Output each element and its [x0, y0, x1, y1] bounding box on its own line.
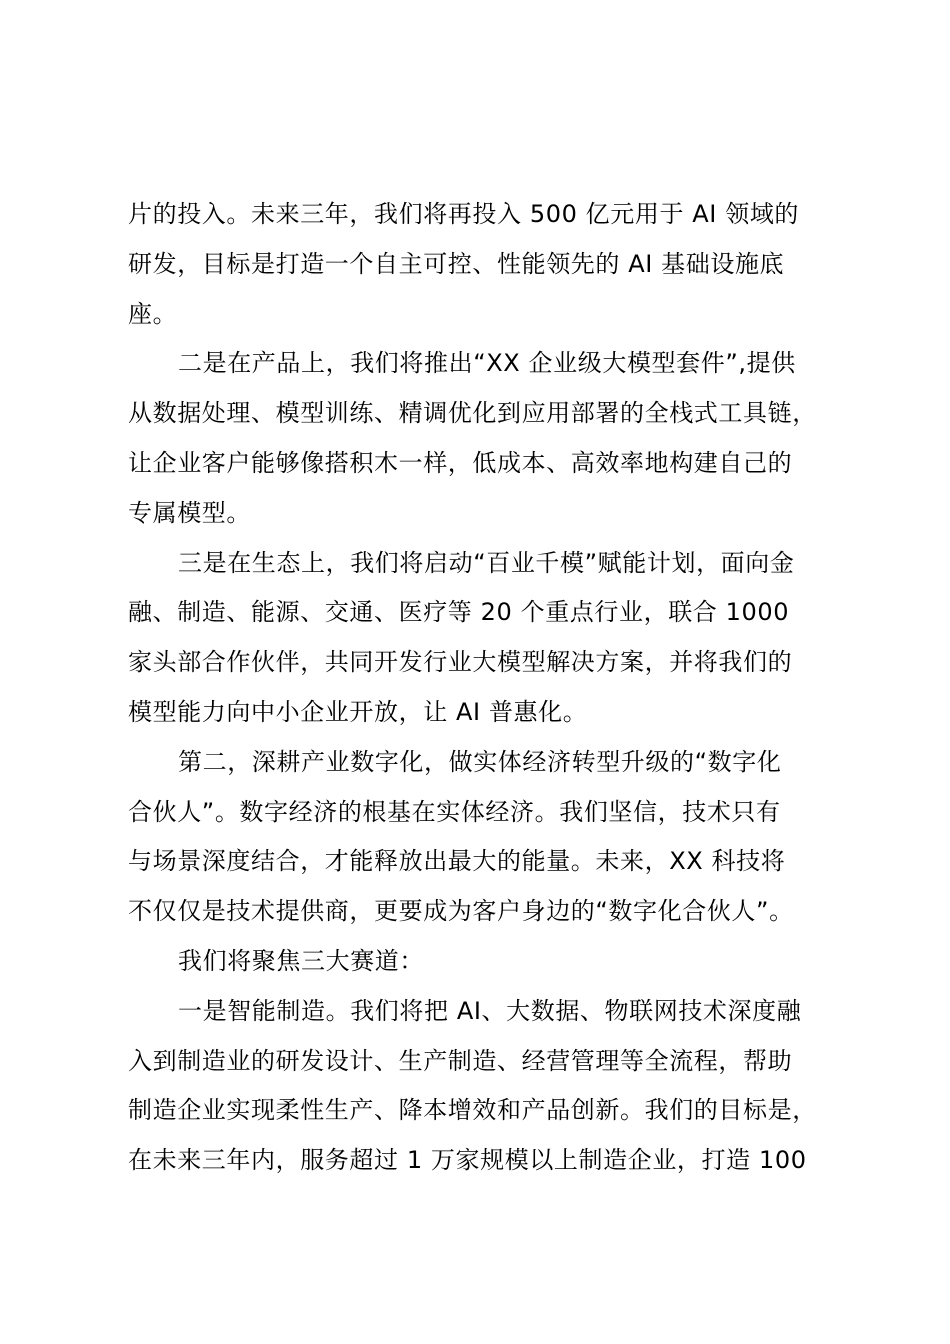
- text-line: 在未来三年内，服务超过 1 万家规模以上制造企业，打造 100: [128, 1146, 807, 1175]
- paragraph-digital-partner: [128, 738, 828, 937]
- text-line: 入到制造业的研发设计、生产制造、经营管理等全流程，帮助: [128, 1046, 793, 1075]
- text-line: 从数据处理、模型训练、精调优化到应用部署的全栈式工具链，: [128, 399, 817, 428]
- text-line: 合伙人”。数字经济的根基在实体经济。我们坚信，技术只有: [128, 797, 781, 826]
- text-line: 专属模型。: [128, 498, 251, 527]
- paragraph-ecosystem: [128, 539, 828, 738]
- paragraph-three-tracks: [128, 937, 828, 987]
- text-line: 座。: [128, 299, 178, 328]
- text-line: 片的投入。未来三年，我们将再投入 500 亿元用于 AI 领域的: [128, 200, 800, 228]
- text-line: 模型能力向中小企业开放，让 AI 普惠化。: [128, 697, 588, 726]
- paragraph-smart-manufacturing: [128, 987, 828, 1186]
- text-line: 三是在生态上，我们将启动“百业千模”赋能计划，面向金: [178, 548, 795, 577]
- paragraph-ai-investment: [128, 190, 828, 339]
- text-line: 研发，目标是打造一个自主可控、性能领先的 AI 基础设施底: [128, 249, 785, 278]
- text-line: 与场景深度结合，才能释放出最大的能量。未来，XX 科技将: [128, 847, 786, 876]
- text-line: 家头部合作伙伴，共同开发行业大模型解决方案，并将我们的: [128, 648, 793, 677]
- text-line: 融、制造、能源、交通、医疗等 20 个重点行业，联合 1000: [128, 598, 790, 627]
- text-line: 二是在产品上，我们将推出“XX 企业级大模型套件”,提供: [178, 349, 796, 378]
- text-line: 一是智能制造。我们将把 AI、大数据、物联网技术深度融: [178, 996, 802, 1025]
- text-line: 我们将聚焦三大赛道：: [178, 946, 424, 975]
- paragraph-product: [128, 339, 828, 538]
- document-body: [128, 190, 828, 1186]
- text-line: 第二，深耕产业数字化，做实体经济转型升级的“数字化: [178, 747, 782, 776]
- text-line: 让企业客户能够像搭积木一样，低成本、高效率地构建自己的: [128, 448, 793, 477]
- text-line: 制造企业实现柔性生产、降本增效和产品创新。我们的目标是，: [128, 1096, 817, 1125]
- text-line: 不仅仅是技术提供商，更要成为客户身边的“数字化合伙人”。: [128, 897, 794, 926]
